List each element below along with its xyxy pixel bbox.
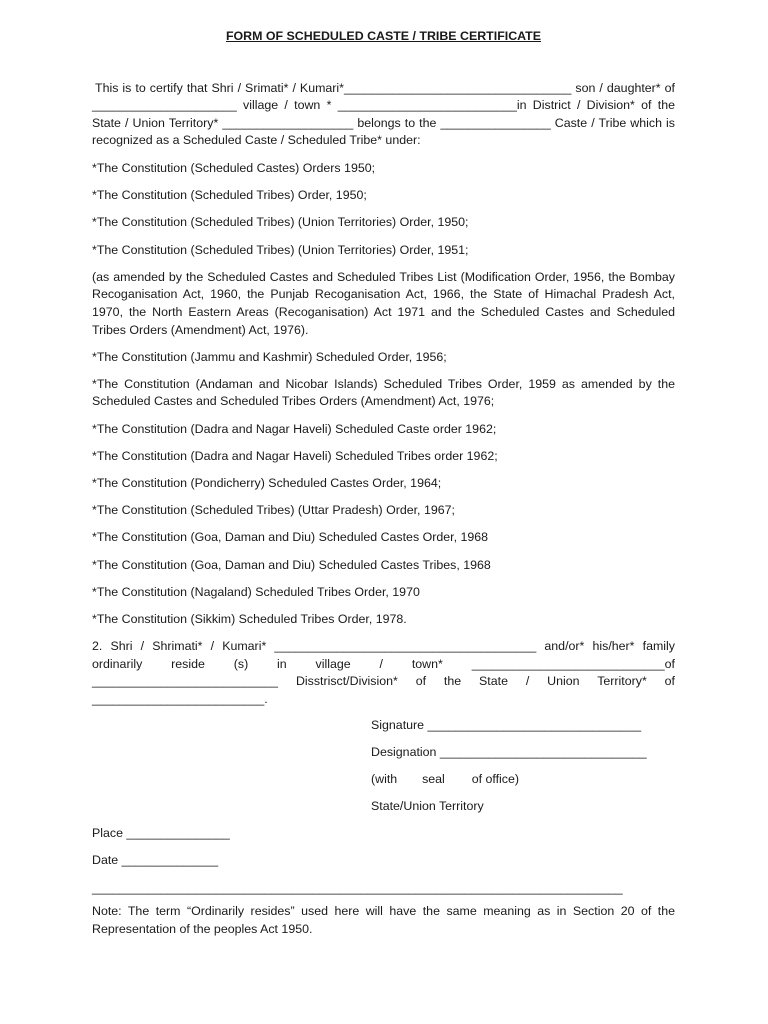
place-date-block (92, 825, 675, 870)
order-item: *The Constitution (Scheduled Castes) Orders 1950; (92, 160, 376, 175)
order-item: *The Constitution (Scheduled Tribes) (Union Territories) Order, 1951; (92, 242, 469, 257)
order-item: *The Constitution (Andaman and Nicobar Islands) Scheduled Tribes Order, 1959 as amended by the Scheduled Castes and Scheduled Tribes Orders (Amendment) Act, 1976; (92, 376, 675, 409)
seal-with: (with (371, 771, 398, 786)
date-line: Date ______________ (92, 853, 219, 868)
form-title: FORM OF SCHEDULED CASTE / TRIBE CERTIFICATE (225, 29, 542, 43)
order-item: *The Constitution (Scheduled Tribes) (Union Territories) Order, 1950; (92, 215, 469, 230)
order-item: *The Constitution (Scheduled Tribes) Order, 1950; (92, 188, 367, 203)
seal-office: of office) (471, 771, 520, 786)
residence-paragraph: 2. Shri / Shrimati* / Kumari* ______________________________________ and/or* his/her* family ordinarily reside (s) in village / town* ____________________________of ___________________________ Disstrisct/Division* of the State / Union Territory* of _________________________. (92, 639, 675, 706)
certificate-page (92, 28, 675, 938)
order-item: *The Constitution (Scheduled Tribes) (Uttar Pradesh) Order, 1967; (92, 503, 455, 518)
designation-line: Designation ______________________________ (371, 744, 647, 759)
amendment-note: (as amended by the Scheduled Castes and Scheduled Tribes List (Modification Order, 1956, the Bombay Recoganisation Act, 1960, the Punjab Recoganisation Act, 1966, the State of Himachal Pradesh Act, 1970, the North Eastern Areas (Recoganisation) Act 1971 and the Scheduled Castes and Scheduled Tribes Orders (Amendment) Act, 1976). (92, 269, 675, 337)
seal-seal: seal (422, 771, 445, 786)
order-item: *The Constitution (Goa, Daman and Diu) Scheduled Castes Order, 1968 (92, 530, 489, 545)
order-item: *The Constitution (Dadra and Nagar Haveli) Scheduled Caste order 1962; (92, 421, 497, 436)
place-line: Place _______________ (92, 826, 230, 841)
certification-paragraph: This is to certify that Shri / Srimati* / Kumari*_________________________________ son / daughter* of _____________________ village / town * __________________________in District / Division* of the State / Union Territory* ___________________ belongs to the ________________ Caste / Tribe which is recognized as a Scheduled Caste / Scheduled Tribe* under: (92, 80, 675, 148)
signature-line: Signature _______________________________ (371, 717, 642, 732)
order-item: *The Constitution (Dadra and Nagar Haveli) Scheduled Tribes order 1962; (92, 448, 498, 463)
order-item: *The Constitution (Pondicherry) Scheduled Castes Order, 1964; (92, 476, 442, 491)
order-item: *The Constitution (Sikkim) Scheduled Tribes Order, 1978. (92, 611, 407, 626)
separator-rule: _____________________________________________________________________________ (92, 880, 623, 895)
seal-line (371, 771, 675, 789)
order-item: *The Constitution (Goa, Daman and Diu) Scheduled Castes Tribes, 1968 (92, 557, 491, 572)
order-item: *The Constitution (Jammu and Kashmir) Scheduled Order, 1956; (92, 349, 447, 364)
signature-block (371, 717, 675, 816)
order-item: *The Constitution (Nagaland) Scheduled Tribes Order, 1970 (92, 584, 420, 599)
footnote: Note: The term “Ordinarily resides” used here will have the same meaning as in Section 20 of the Representation of the peoples Act 1950. (92, 904, 675, 936)
state-line: State/Union Territory (371, 799, 484, 814)
